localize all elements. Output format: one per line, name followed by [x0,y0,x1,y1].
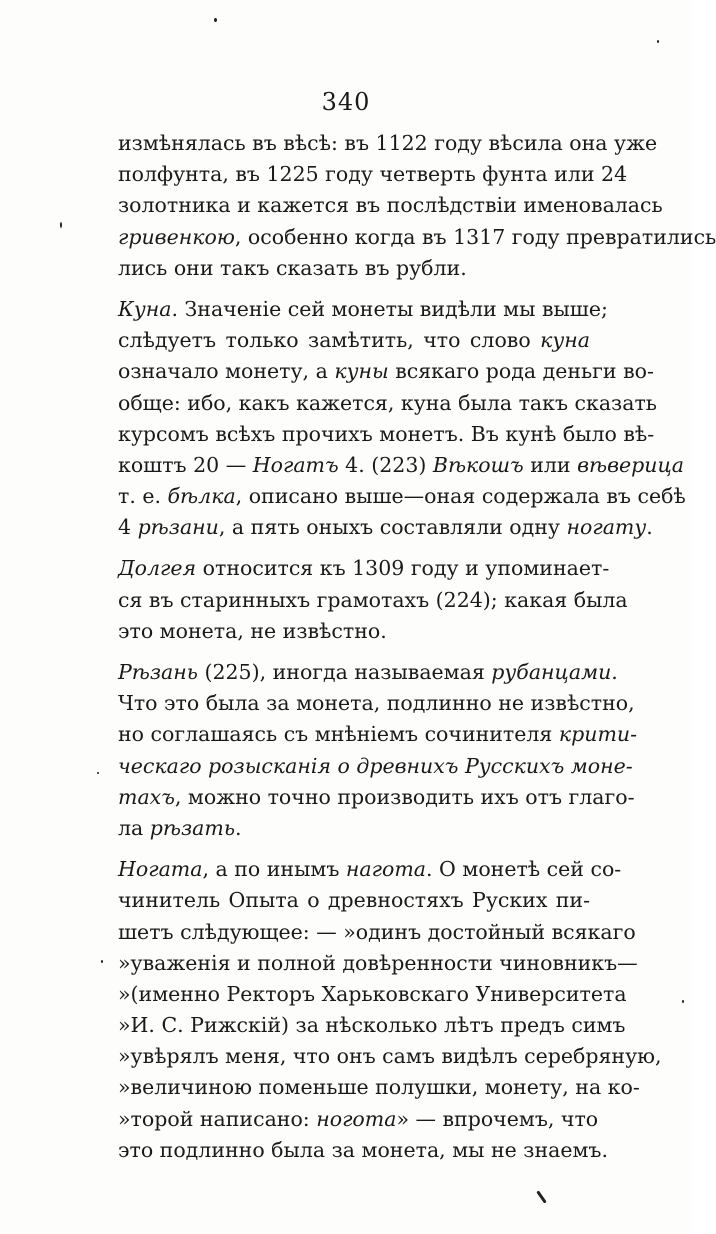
text-segment: . Значеніе сей монеты видѣли мы выше; [171,296,608,321]
text-line [118,979,627,1010]
text-segment: »уваженія и полной довѣренности чиновникъ— [118,950,638,975]
text-line [118,885,590,916]
text-segment: »(именно Ректоръ Харьковскаго Университета [118,981,627,1006]
text-segment: , а пять оныхъ составляли одну [218,515,567,540]
text-line [118,128,658,159]
text-line [118,948,638,979]
scan-speck [657,40,659,43]
scan-speck [60,222,62,228]
scan-speck [97,772,99,774]
text-segment: ла [118,815,150,840]
italic-segment: ногату [566,515,647,540]
scan-speck [682,1000,684,1003]
text-line [118,1041,662,1072]
text-line [118,190,663,221]
text-line [118,450,685,481]
italic-segment: рѣзать [149,815,235,840]
text-segment: золотника и кажется въ послѣдствіи именовалась [118,193,663,218]
text-line [118,854,622,885]
text-line [118,159,628,190]
text-line [118,388,657,419]
scan-speck [214,18,217,22]
text-line [118,782,635,813]
text-line [118,751,633,782]
paragraph [118,854,662,1166]
scan-speck [101,960,103,963]
text-segment: слѣдуетъ только замѣтить, что слово [118,328,541,353]
italic-segment: вѣверица [577,452,685,477]
italic-segment: ческаго розысканія о древнихъ Русскихъ моне- [118,753,633,778]
italic-segment: рѣзани [137,515,219,540]
italic-segment: Ногата [118,857,203,882]
text-line [118,222,716,253]
scan-speck [536,1190,546,1203]
text-line [118,688,635,719]
body-text [118,128,716,1176]
italic-segment: рубанцами [491,660,612,684]
text-segment: . [234,815,242,840]
paragraph [118,128,716,284]
text-segment: , описано выше—оная содержала въ себѣ [235,484,686,509]
text-segment: »торой написано: [118,1106,317,1131]
page-number: 340 [321,88,371,116]
italic-segment: ногота [316,1106,397,1131]
text-segment: чинитель Опыта о древностяхъ Руских пи- [118,888,590,913]
text-segment: . [611,660,618,684]
text-line [118,419,655,450]
text-segment: шетъ слѣдующее: — »одинъ достойный всякаго [118,919,636,944]
italic-segment: бѣлка [167,484,236,509]
italic-segment: нагота [345,857,427,882]
text-segment: измѣнялась въ вѣсѣ: въ 1122 году вѣсила она уже [118,131,658,155]
text-segment: 4. (223) [338,452,433,477]
text-line [118,1010,626,1041]
text-segment: означало монету, а [118,359,335,384]
text-line [118,616,590,647]
italic-segment: Вѣкошъ [432,452,524,477]
text-segment: относится къ 1309 году и упоминает- [196,556,610,581]
italic-segment: Долгея [118,556,197,581]
text-line [118,813,590,844]
text-line [118,1104,599,1135]
text-segment: Что это была за монета, подлинно не извѣстно, [118,691,635,716]
text-line [118,585,628,616]
text-segment: или [523,452,578,477]
text-segment: всякаго рода деньги во- [388,359,654,384]
text-segment: , а по инымъ [202,857,346,882]
italic-segment: куны [334,359,389,384]
text-segment: »И. С. Рижскій) за нѣсколько лѣтъ предъ симъ [118,1013,626,1038]
text-segment: коштъ 20 — [118,452,253,477]
text-line [118,1135,608,1166]
text-segment: это монета, не извѣстно. [118,618,387,643]
italic-segment: Ногатъ [252,452,339,477]
text-segment: полфунта, въ 1225 году четверть фунта или 24 [118,162,628,187]
text-line [118,657,618,688]
text-segment: ся въ старинныхъ грамотахъ (224); какая была [118,587,628,612]
italic-segment: тахъ [118,784,175,809]
italic-segment: гривенкою [118,224,235,249]
text-segment: »увѣрялъ меня, что онъ самъ видѣлъ серебряную, [118,1044,662,1069]
paragraph [118,553,628,647]
text-line [118,512,653,543]
text-line [118,917,636,948]
text-segment: » — впрочемъ, что [396,1106,599,1131]
text-segment: но соглашаясь съ мнѣніемъ сочинителя [118,722,559,747]
paragraph [118,657,638,844]
text-segment: , особенно когда въ 1317 году превратились [234,224,716,249]
text-segment: курсомъ всѣхъ прочихъ монетъ. Въ кунѣ было вѣ- [118,421,655,446]
text-line [118,719,638,750]
text-segment: . О монетѣ сей со- [426,857,622,882]
text-line [118,1072,640,1103]
text-segment: (225), иногда называемая [197,660,492,684]
italic-segment: Куна [118,296,172,321]
paragraph [118,294,686,544]
text-segment: лись они такъ сказать въ рубли. [118,255,467,280]
text-line [118,325,590,356]
text-segment: обще: ибо, какъ кажется, куна была такъ сказать [118,390,657,415]
text-segment: 4 [118,515,138,540]
text-segment: . [646,515,653,540]
italic-segment: куна [540,328,590,353]
text-line [118,356,654,387]
italic-segment: крити- [558,722,638,747]
text-segment: т. е. [118,484,168,509]
text-segment: »величиною поменьше полушки, монету, на ко- [118,1075,640,1100]
text-line [118,253,590,284]
text-line [118,553,610,584]
italic-segment: Рѣзань [118,660,198,684]
text-line [118,481,686,512]
text-segment: , можно точно производить ихъ отъ глаго- [174,784,635,809]
text-line [118,294,608,325]
text-segment: это подлинно была за монета, мы не знаемъ. [118,1137,608,1162]
